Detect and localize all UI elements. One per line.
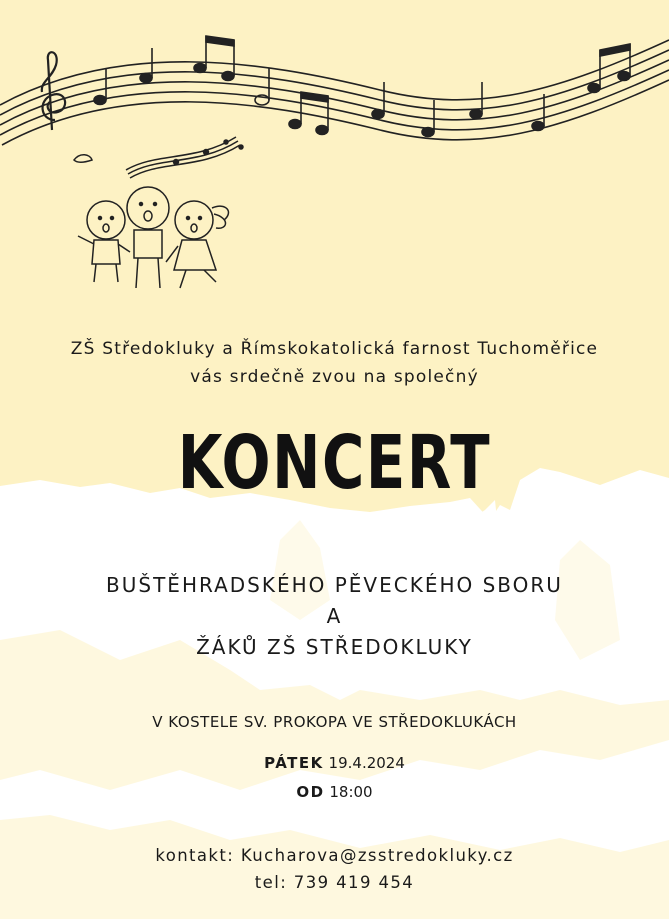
poster-title: KONCERT bbox=[177, 420, 492, 506]
venue-text: V KOSTELE SV. PROKOPA VE STŘEDOKLUKÁCH bbox=[152, 713, 517, 731]
event-time bbox=[0, 783, 669, 801]
contact-email: kontakt: Kucharova@zsstredokluky.cz bbox=[155, 846, 514, 865]
contact-phone: tel: 739 419 454 bbox=[254, 873, 415, 892]
from-label: OD bbox=[296, 783, 325, 801]
intro-line-organizers: ZŠ Středokluky a Římskokatolická farnost Tuchoměřice bbox=[70, 339, 599, 359]
music-staff-illustration bbox=[0, 20, 669, 150]
event-date bbox=[0, 754, 669, 772]
performer-choir: BUŠTĚHRADSKÉHO PĚVECKÉHO SBORU bbox=[106, 573, 563, 597]
singing-children-illustration bbox=[66, 132, 256, 302]
intro-line-invitation: vás srdečně zvou na společný bbox=[190, 367, 479, 387]
performer-conjunction: A bbox=[326, 604, 343, 628]
day-label: PÁTEK bbox=[264, 754, 324, 772]
performer-pupils: ŽÁKŮ ZŠ STŘEDOKLUKY bbox=[196, 635, 473, 659]
date-value: 19.4.2024 bbox=[328, 754, 405, 772]
time-value: 18:00 bbox=[329, 783, 373, 801]
